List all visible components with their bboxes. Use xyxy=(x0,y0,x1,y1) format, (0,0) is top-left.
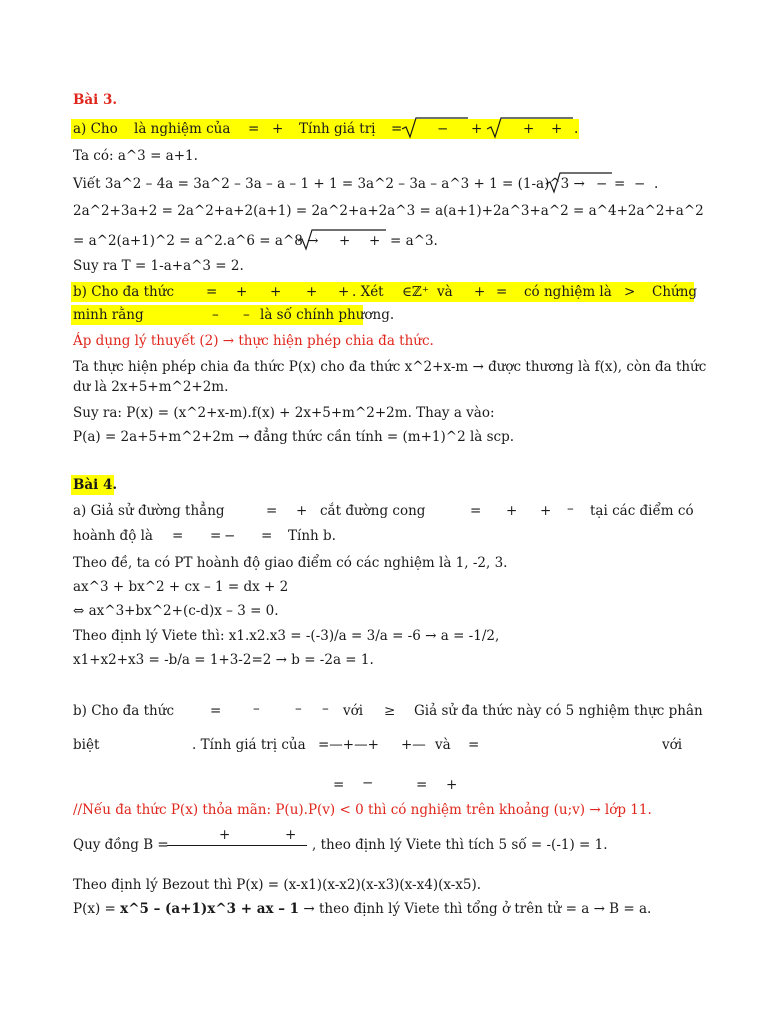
bai3-eq-a2-line: = a^2(a+1)^2 = a^2.a^6 = a^8 → xyxy=(73,233,319,249)
bai4-a-l2-text2: Tính b. xyxy=(288,528,336,544)
bai3-b-prompt-text6: minh rằng xyxy=(73,307,144,323)
bai3-para1-l2: dư là 2x+5+m^2+2m. xyxy=(73,379,229,395)
bai4-b-l1-text3: Giả sử đa thức này có 5 nghiệm thực phân xyxy=(414,703,703,719)
sqrt-icon xyxy=(400,115,470,139)
bai3-b-prompt-text5: Chứng xyxy=(652,284,698,300)
dash: – xyxy=(212,307,219,323)
fraction-bar xyxy=(167,845,307,846)
bai4-b-l2-text1: biệt xyxy=(73,737,100,753)
bai3-a-prompt-text3: Tính giá trị xyxy=(299,121,376,137)
px-conclusion: → theo định lý Viete thì tổng ở trên tử = a → B = a. xyxy=(303,901,652,917)
plus-sign: + xyxy=(285,827,297,843)
bai3-ta-co: Ta có: a^3 = a+1. xyxy=(73,148,198,164)
plus-sign: + xyxy=(369,233,381,249)
bai4-b-l2-text4: với xyxy=(662,737,683,753)
bai3-heading: Bài 3. xyxy=(73,92,118,108)
bai4-b-l1-text2: với xyxy=(343,703,364,719)
px-polynomial: x^5 – (a+1)x^3 + ax – 1 xyxy=(120,901,300,917)
plus-sign: + xyxy=(506,503,518,519)
bai4-eq2: ⇔ ax^3+bx^2+(c-d)x – 3 = 0. xyxy=(73,603,279,619)
in-z-plus: ∈ℤ⁺ xyxy=(402,284,429,300)
dash: – xyxy=(253,701,260,717)
bai4-quy-dong-label: Quy đồng B = xyxy=(73,837,169,853)
plus-sign: + xyxy=(540,503,552,519)
plus-sign: + xyxy=(306,284,318,300)
bai3-eq-a2-end: = a^3. xyxy=(390,233,438,249)
plus-sign: + xyxy=(551,121,563,137)
bai3-suy-ra-2: Suy ra: P(x) = (x^2+x-m).f(x) + 2x+5+m^2+2m. Thay a vào: xyxy=(73,405,495,421)
period: . xyxy=(654,176,659,192)
dash: – xyxy=(322,701,329,717)
plus-sign: + xyxy=(219,827,231,843)
bai3-pa: P(a) = 2a+5+m^2+2m → đẳng thức cần tính = (m+1)^2 là scp. xyxy=(73,429,515,445)
equals-sign: = xyxy=(391,121,403,137)
bai3-para1-l1: Ta thực hiện phép chia đa thức P(x) cho đa thức x^2+x-m → được thương là f(x), còn đa thức xyxy=(73,359,707,375)
plus-sign: + xyxy=(272,121,284,137)
greater-than: > xyxy=(624,284,636,300)
bai3-b-prompt-text1: b) Cho đa thức xyxy=(73,284,174,300)
bai3-a-prompt-text1: a) Cho xyxy=(73,121,118,137)
minus-sign: − xyxy=(437,121,449,137)
plus-sign: + xyxy=(339,233,351,249)
plus-sign: + xyxy=(523,121,535,137)
plus-sign: + xyxy=(474,284,486,300)
bai4-px-line xyxy=(73,900,651,918)
geq-sign: ≥ xyxy=(384,703,396,719)
plus-sign: + xyxy=(338,284,350,300)
plus-sign: + xyxy=(270,284,282,300)
px-label: P(x) = xyxy=(73,901,116,917)
fraction-sum-end: +— xyxy=(401,737,426,753)
bai4-b-l2-text2: . Tính giá trị của xyxy=(192,737,306,753)
fraction-sum: =—+—+ xyxy=(318,737,379,753)
equals-sign: = xyxy=(248,121,260,137)
bai4-quy-dong-text: , theo định lý Viete thì tích 5 số = -(-1) = 1. xyxy=(312,837,608,853)
equals-sign: = xyxy=(614,176,626,192)
bai4-b-l1-text1: b) Cho đa thức xyxy=(73,703,174,719)
bai3-b-prompt-text2: . Xét xyxy=(352,284,384,300)
plus-sign: + xyxy=(446,777,458,793)
plus-sign: + xyxy=(236,284,248,300)
bai3-b-prompt-text3: và xyxy=(437,284,453,300)
bai4-theo-de: Theo đề, ta có PT hoành độ giao điểm có các nghiệm là 1, -2, 3. xyxy=(73,555,508,571)
plus-sign: + xyxy=(471,121,483,137)
bai4-bezout: Theo định lý Bezout thì P(x) = (x-x1)(x-x2)(x-x3)(x-x4)(x-x5). xyxy=(73,877,482,893)
bai4-heading: Bài 4. xyxy=(73,477,118,493)
dash: – xyxy=(243,307,250,323)
plus-sign: + xyxy=(296,503,308,519)
minus-sign: − xyxy=(596,176,608,192)
equals-sign: = xyxy=(210,703,222,719)
bai3-suy-ra: Suy ra T = 1-a+a^3 = 2. xyxy=(73,258,244,274)
equals-sign: = xyxy=(416,777,428,793)
equals-sign: = xyxy=(261,528,273,544)
minus-sign: − xyxy=(224,528,236,544)
equals-sign: = xyxy=(468,737,480,753)
equals-sign: = xyxy=(333,777,345,793)
bai3-b-prompt-text7: là số chính phương. xyxy=(260,307,395,323)
bai4-viete2: x1+x2+x3 = -b/a = 1+3-2=2 → b = -2a = 1. xyxy=(73,652,374,668)
bai4-comment: //Nếu đa thức P(x) thỏa mãn: P(u).P(v) < 0 thì có nghiệm trên khoảng (u;v) → lớp 11. xyxy=(73,802,652,818)
bai4-a-l1-text1: a) Giả sử đường thẳng xyxy=(73,503,225,519)
bai4-a-l1-text3: tại các điểm có xyxy=(590,503,694,519)
dash: – xyxy=(567,501,574,517)
bai3-hint: Áp dụng lý thuyết (2) → thực hiện phép chia đa thức. xyxy=(73,333,434,349)
bai3-a-prompt-text2: là nghiệm của xyxy=(134,121,231,137)
bai4-a-l1-text2: cắt đường cong xyxy=(320,503,426,519)
bai4-eq1: ax^3 + bx^2 + cx – 1 = dx + 2 xyxy=(73,579,289,595)
dash: – xyxy=(295,701,302,717)
bai3-2a-line: 2a^2+3a+2 = 2a^2+a+2(a+1) = 2a^2+a+2a^3 = a(a+1)+2a^3+a^2 = a^4+2a^2+a^2 xyxy=(73,203,704,219)
equals-sign: = xyxy=(266,503,278,519)
bai3-b-prompt-text4: có nghiệm là xyxy=(524,284,612,300)
equals-sign: = xyxy=(496,284,508,300)
minus-sign: − xyxy=(362,775,374,791)
period: . xyxy=(574,121,579,137)
bai3-viet-line: Viết 3a^2 – 4a = 3a^2 – 3a – a – 1 + 1 = 3a^2 – 3a – a^3 + 1 = (1-a)^3 → xyxy=(73,176,585,192)
equals-sign: = xyxy=(172,528,184,544)
equals-sign: = xyxy=(210,528,222,544)
bai4-b-l2-text3: và xyxy=(435,737,451,753)
minus-sign: − xyxy=(634,176,646,192)
equals-sign: = xyxy=(206,284,218,300)
equals-sign: = xyxy=(470,503,482,519)
bai4-a-l2-text1: hoành độ là xyxy=(73,528,153,544)
bai4-viete1: Theo định lý Viete thì: x1.x2.x3 = -(-3)/a = 3/a = -6 → a = -1/2, xyxy=(73,628,500,644)
